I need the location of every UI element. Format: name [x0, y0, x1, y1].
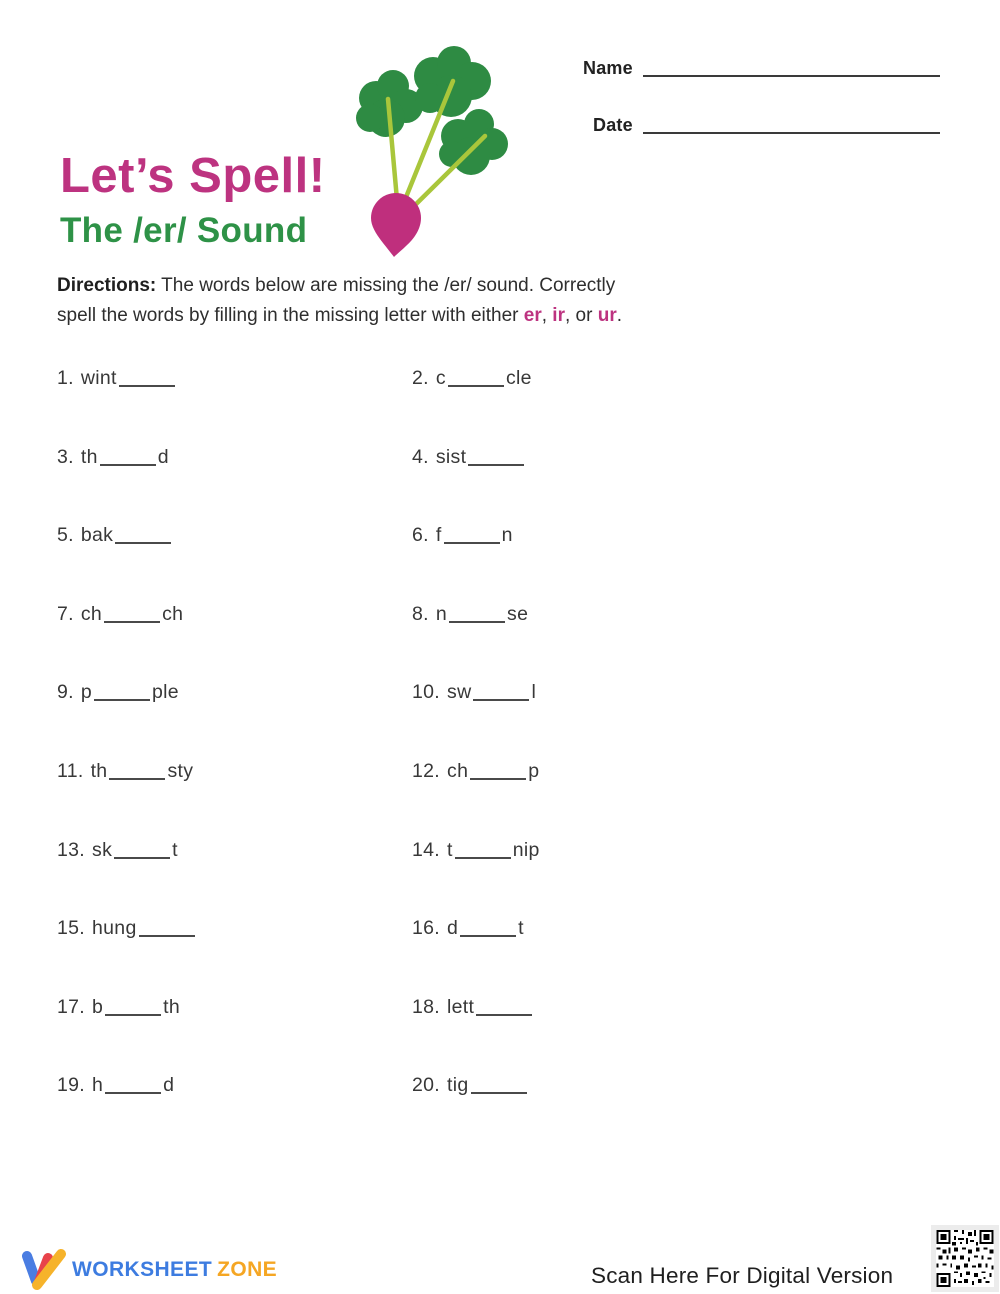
page-subtitle: The /er/ Sound [60, 210, 308, 250]
word-item-1: 1. wint [57, 362, 412, 441]
word-item-11: 11. th sty [57, 759, 194, 782]
title-block [60, 150, 326, 251]
word-item-6: 6. f n [412, 524, 513, 547]
worksheetzone-w-icon [20, 1248, 66, 1292]
answer-blank-10[interactable] [473, 699, 529, 701]
brand-text [72, 1258, 277, 1282]
answer-blank-14[interactable] [455, 857, 511, 859]
answer-blank-3[interactable] [100, 464, 156, 466]
directions-label: Directions: [57, 275, 157, 296]
name-field-row [583, 57, 940, 79]
option-ir: ir [552, 304, 565, 326]
qr-code [931, 1225, 999, 1292]
answer-blank-16[interactable] [460, 935, 516, 937]
directions-line2: spell the words by filling in the missing letter with either er, ir, or ur. [57, 304, 622, 326]
beet-leaves [356, 46, 508, 175]
word-item-13: 13. sk t [57, 838, 178, 861]
word-item-20: 20. tig [412, 1069, 892, 1148]
word-item-2: 2. c cle [412, 367, 532, 389]
word-item-8: 8. n se [412, 602, 529, 625]
word-item-17: 17. b th [57, 995, 181, 1018]
name-label: Name [583, 58, 633, 78]
beet-bulb [371, 193, 421, 257]
brand-word-zone: ZONE [217, 1258, 278, 1281]
word-list [57, 362, 892, 1148]
answer-blank-12[interactable] [470, 778, 526, 780]
word-item-15: 15. hung [57, 912, 412, 991]
word-item-16: 16. d t [412, 917, 524, 940]
answer-blank-13[interactable] [114, 857, 170, 859]
word-item-5: 5. bak [57, 519, 412, 598]
answer-blank-20[interactable] [471, 1092, 527, 1094]
word-item-10: 10. sw l [412, 681, 537, 704]
answer-blank-1[interactable] [119, 385, 175, 387]
beet-illustration [338, 36, 560, 268]
name-input-line[interactable] [643, 57, 940, 77]
directions-line1: Directions: The words below are missing the /er/ sound. Correctly [57, 275, 616, 296]
option-er: er [523, 304, 542, 326]
date-label: Date [593, 115, 633, 135]
answer-blank-5[interactable] [115, 542, 171, 544]
answer-blank-4[interactable] [468, 464, 524, 466]
answer-blank-7[interactable] [104, 621, 160, 623]
word-item-18: 18. lett [412, 991, 892, 1070]
word-item-14: 14. t nip [412, 838, 540, 861]
answer-blank-17[interactable] [105, 1014, 161, 1016]
word-item-19: 19. h d [57, 1074, 175, 1097]
answer-blank-18[interactable] [476, 1014, 532, 1016]
brand-word-worksheet: WORKSHEET [72, 1258, 213, 1281]
option-ur: ur [597, 304, 617, 326]
worksheetzone-logo [20, 1248, 277, 1292]
answer-blank-19[interactable] [105, 1092, 161, 1094]
answer-blank-9[interactable] [94, 699, 150, 701]
answer-blank-8[interactable] [449, 621, 505, 623]
word-item-4: 4. sist [412, 441, 892, 520]
date-field-row [593, 114, 940, 136]
answer-blank-2[interactable] [448, 385, 504, 387]
word-item-7: 7. ch ch [57, 602, 184, 625]
date-input-line[interactable] [643, 114, 940, 134]
page-title: Let’s Spell! [60, 149, 326, 203]
scan-here-text: Scan Here For Digital Version [591, 1263, 894, 1288]
word-item-9: 9. p ple [57, 681, 179, 704]
directions [57, 271, 777, 330]
word-item-3: 3. th d [57, 445, 169, 468]
word-item-12: 12. ch p [412, 759, 540, 782]
answer-blank-15[interactable] [139, 935, 195, 937]
answer-blank-6[interactable] [444, 542, 500, 544]
answer-blank-11[interactable] [109, 778, 165, 780]
